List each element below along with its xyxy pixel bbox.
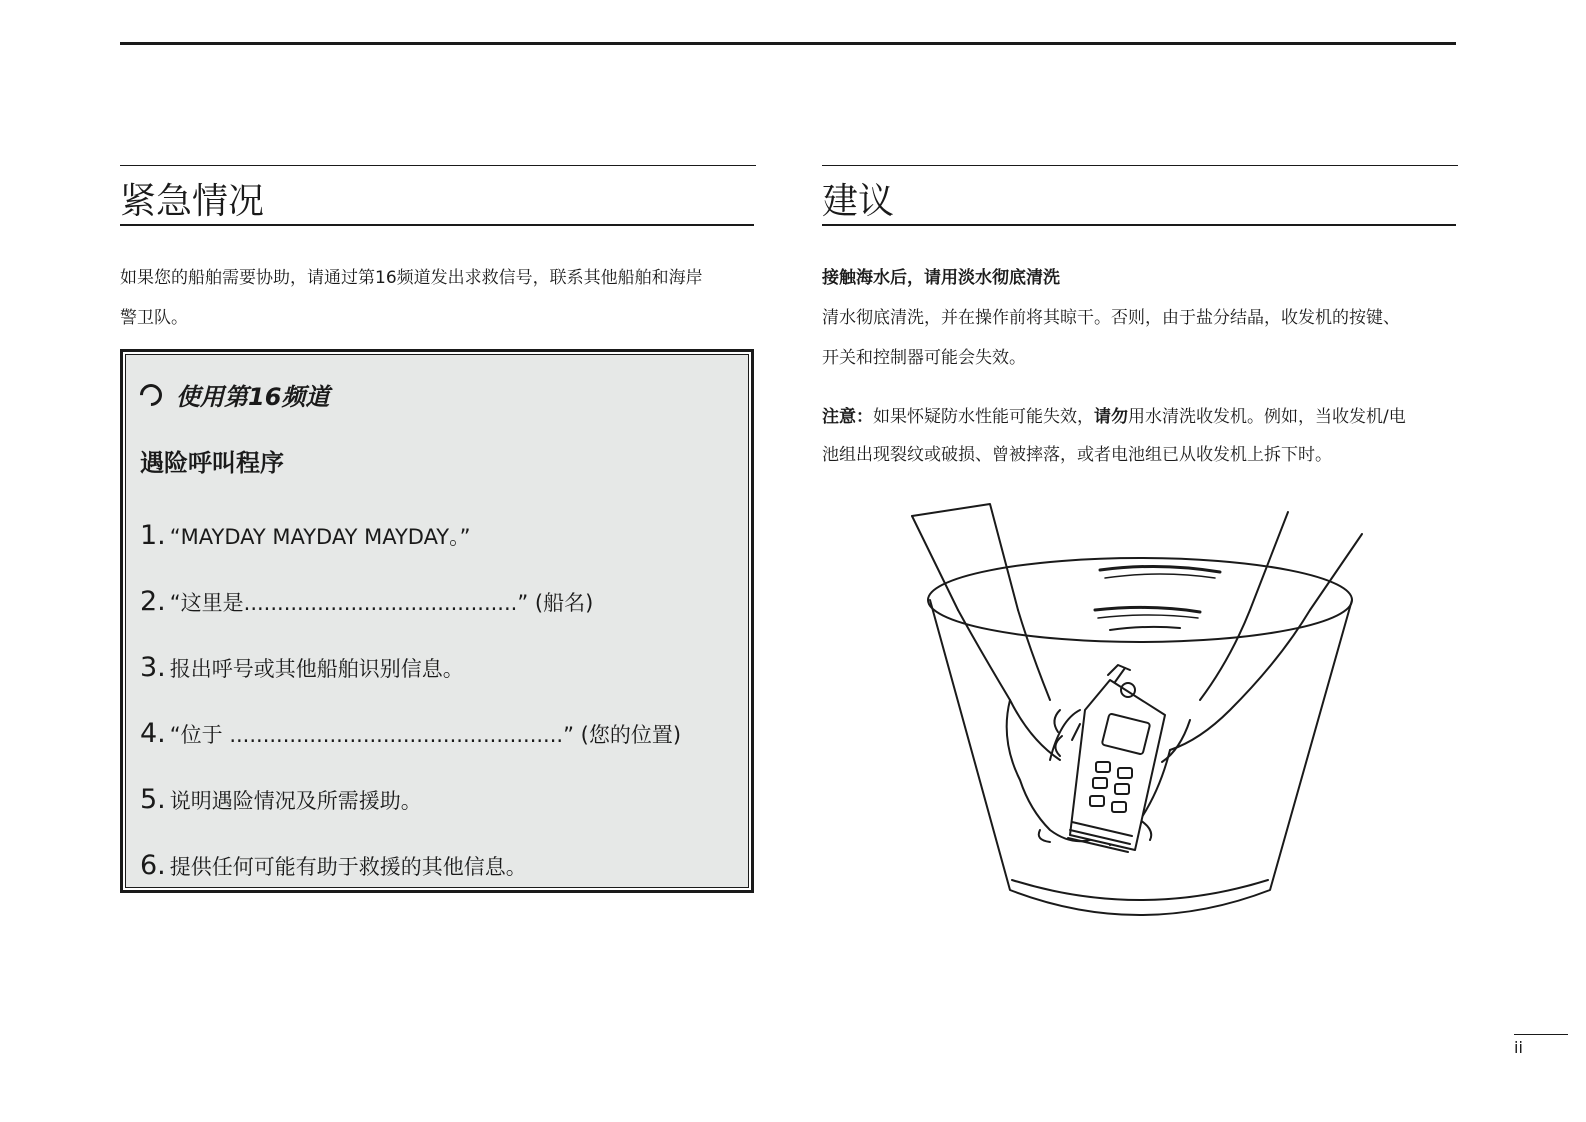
note-line-1 [822, 397, 1406, 437]
right-section-rule [822, 165, 1458, 166]
advice-subtitle: 接触海水后，请用淡水彻底清洗 [822, 268, 1060, 288]
note-line-2: 池组出现裂纹或破损、曾被摔落，或者电池组已从收发机上拆下时。 [822, 445, 1332, 465]
open-circle-icon [135, 379, 166, 410]
step-number: 6. [140, 850, 166, 881]
step-text: “位于 ..................................................” (您的位置) [169, 723, 682, 747]
step-text: 提供任何可能有助于救援的其他信息。 [169, 855, 527, 879]
step-text: “这里是.........................................” (船名) [169, 591, 594, 615]
distress-step [140, 784, 681, 850]
emergency-title: 紧急情况 [120, 181, 265, 222]
step-number: 1. [140, 520, 166, 551]
step-number: 5. [140, 784, 166, 815]
distress-steps-list [140, 520, 681, 916]
washing-transceiver-illustration [900, 500, 1380, 920]
step-text: “MAYDAY MAYDAY MAYDAY。” [169, 525, 471, 549]
emergency-title-underline [120, 224, 754, 226]
distress-call-box-inner [125, 354, 749, 888]
note-label: 注意： [822, 407, 873, 427]
step-number: 4. [140, 718, 166, 749]
distress-step [140, 652, 681, 718]
note-text-a: 如果怀疑防水性能可能失效， [873, 407, 1094, 427]
distress-step [140, 850, 681, 916]
distress-step [140, 718, 681, 784]
top-rule [120, 42, 1456, 45]
advice-title-underline [822, 224, 1456, 226]
note-bold: 请勿 [1094, 407, 1128, 427]
advice-title: 建议 [822, 181, 895, 222]
distress-procedure-heading: 遇险呼叫程序 [140, 449, 284, 477]
step-text: 说明遇险情况及所需援助。 [169, 789, 422, 813]
channel-16-heading-text: 使用第16频道 [176, 383, 330, 411]
page-number: ii [1514, 1038, 1523, 1057]
advice-para-line-1: 清水彻底清洗，并在操作前将其晾干。否则，由于盐分结晶，收发机的按键、 [822, 308, 1400, 328]
note-text-b: 用水清洗收发机。例如，当收发机/电 [1128, 407, 1406, 427]
step-number: 2. [140, 586, 166, 617]
distress-step [140, 586, 681, 652]
left-section-rule [120, 165, 756, 166]
emergency-intro-line-2: 警卫队。 [120, 308, 188, 328]
step-number: 3. [140, 652, 166, 683]
distress-call-box [120, 349, 754, 893]
step-text: 报出呼号或其他船舶识别信息。 [169, 657, 464, 681]
page-number-rule [1514, 1034, 1568, 1035]
distress-step [140, 520, 681, 586]
channel-16-heading [140, 377, 329, 412]
advice-para-line-2: 开关和控制器可能会失效。 [822, 348, 1026, 368]
emergency-intro-line-1: 如果您的船舶需要协助，请通过第16频道发出求救信号，联系其他船舶和海岸 [120, 268, 703, 288]
